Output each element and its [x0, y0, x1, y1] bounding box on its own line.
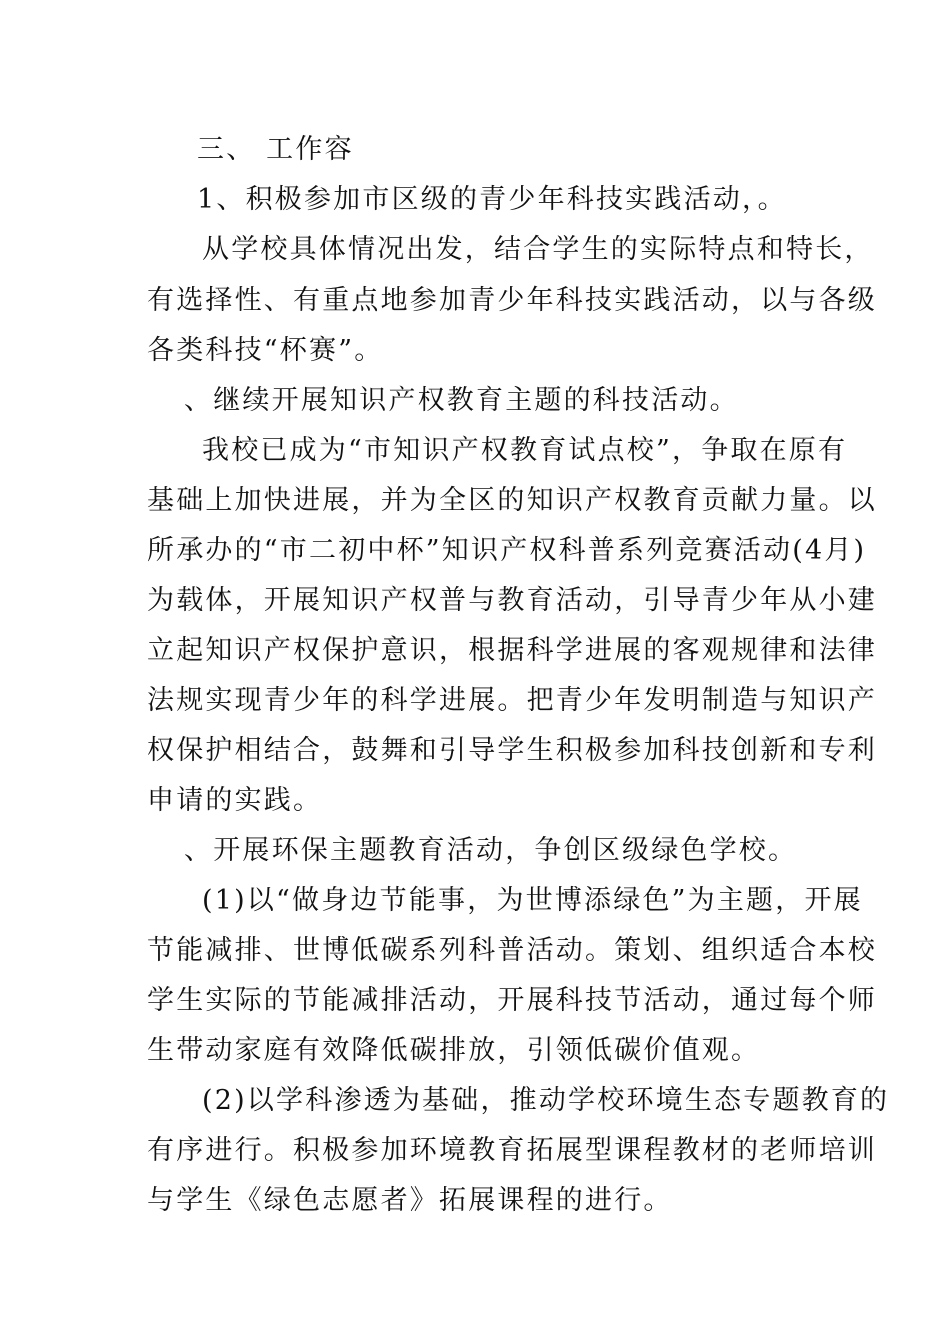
- paragraph-line: 立起知识产权保护意识，根据科学进展的客观规律和法律: [147, 635, 877, 666]
- paragraph-line: (2)以学科渗透为基础，推动学校环境生态专题教育的: [202, 1085, 890, 1116]
- paragraph-line: 从学校具体情况出发，结合学生的实际特点和特长，: [202, 234, 874, 265]
- paragraph-line: 各类科技“杯赛”。: [147, 335, 384, 366]
- paragraph-line: 节能减排、世博低碳系列科普活动。策划、组织适合本校: [147, 935, 877, 966]
- item-heading-1: 1、积极参加市区级的青少年科技实践活动，。: [197, 184, 787, 215]
- paragraph-line: 为载体，开展知识产权普与教育活动，引导青少年从小建: [147, 585, 877, 616]
- paragraph-line: (1)以“做身边节能事，为世博添绿色”为主题，开展: [202, 885, 863, 916]
- paragraph-line: 权保护相结合，鼓舞和引导学生积极参加科技创新和专利: [147, 735, 877, 766]
- paragraph-line: 所承办的“市二初中杯”知识产权科普系列竞赛活动(4月): [147, 535, 867, 566]
- paragraph-line: 生带动家庭有效降低碳排放，引领低碳价值观。: [147, 1035, 761, 1066]
- paragraph-line: 法规实现青少年的科学进展。把青少年发明制造与知识产: [147, 685, 877, 716]
- item-heading-2: 、继续开展知识产权教育主题的科技活动。: [184, 385, 739, 416]
- paragraph-line: 有序进行。积极参加环境教育拓展型课程教材的老师培训: [147, 1135, 877, 1166]
- paragraph-line: 有选择性、有重点地参加青少年科技实践活动，以与各级: [147, 285, 877, 316]
- item-heading-3: 、开展环保主题教育活动，争创区级绿色学校。: [184, 835, 798, 866]
- paragraph-line: 与学生《绿色志愿者》拓展课程的进行。: [147, 1185, 673, 1216]
- paragraph-line: 基础上加快进展，并为全区的知识产权教育贡献力量。以: [147, 485, 877, 516]
- section-heading: 三、 工作容: [197, 134, 354, 165]
- paragraph-line: 申请的实践。: [147, 785, 323, 816]
- paragraph-line: 我校已成为“市知识产权教育试点校”，争取在原有: [202, 435, 848, 466]
- paragraph-line: 学生实际的节能减排活动，开展科技节活动，通过每个师: [147, 985, 877, 1016]
